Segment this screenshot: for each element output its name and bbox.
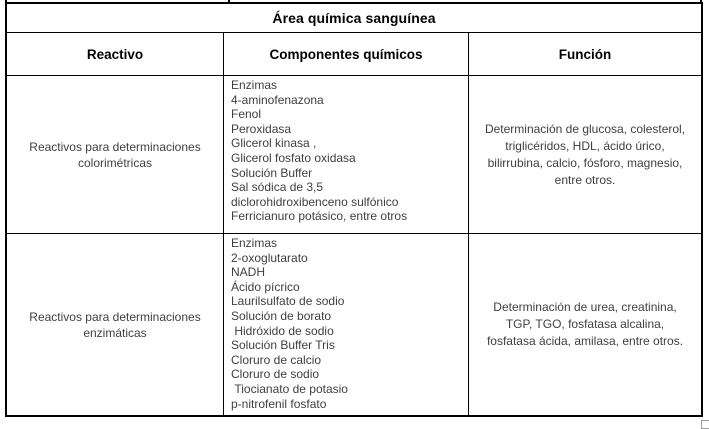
component-line: NADH [231, 265, 266, 280]
row-enzimaticas-reactivo: Reactivos para determinaciones enzimáticas [7, 233, 223, 415]
component-line: Solución de borato [231, 308, 332, 323]
component-line: Glicerol kinasa , [231, 136, 317, 151]
component-line: Enzimas [231, 78, 278, 92]
row-colorimetricas-componentes [223, 75, 468, 233]
component-line: Peroxidasa [231, 121, 292, 136]
table-resize-handle [701, 420, 709, 429]
component-line: Enzimas [231, 236, 278, 250]
component-line: Sal sódica de 3,5 [231, 180, 324, 195]
component-line: Ácido pícrico [231, 279, 300, 294]
column-header-funcion: Función [468, 32, 701, 75]
component-line: Glicerol fosfato oxidasa [231, 150, 356, 165]
component-line: Solución Buffer Tris [231, 338, 335, 353]
component-line: Solución Buffer [231, 165, 313, 180]
row-enzimaticas-funcion: Determinación de urea, creatinina, TGP, TGO, fosfatasa alcalina, fosfatasa ácida, amilasa, entre otros. [468, 233, 701, 415]
component-line: 2-oxoglutarato [231, 250, 308, 265]
component-line: Fenol [231, 107, 262, 122]
row-colorimetricas-reactivo: Reactivos para determinaciones colorimétricas [7, 75, 223, 233]
table-title: Área química sanguínea [272, 10, 436, 26]
chem-table [5, 2, 703, 417]
row-colorimetricas-funcion: Determinación de glucosa, colesterol, triglicéridos, HDL, ácido úrico, bilirrubina, calcio, fósforo, magnesio, entre otros. [468, 75, 701, 233]
row-enzimaticas-componentes [223, 233, 468, 415]
component-line: 4-aminofenazona [231, 92, 324, 107]
component-line: Cloruro de sodio [231, 367, 320, 382]
component-line: Laurilsulfato de sodio [231, 294, 345, 309]
component-line: Hidróxido de sodio [231, 323, 334, 338]
component-line: diclorohidroxibenceno sulfónico [231, 194, 399, 209]
component-line: p-nitrofenil fosfato [231, 396, 327, 411]
column-header-reactivo: Reactivo [7, 32, 223, 75]
component-line: Ferricianuro potásico, entre otros [231, 209, 408, 224]
column-header-componentes: Componentes químicos [223, 32, 468, 75]
component-line: Cloruro de calcio [231, 352, 322, 367]
component-line: Tiocianato de potasio [231, 381, 348, 396]
